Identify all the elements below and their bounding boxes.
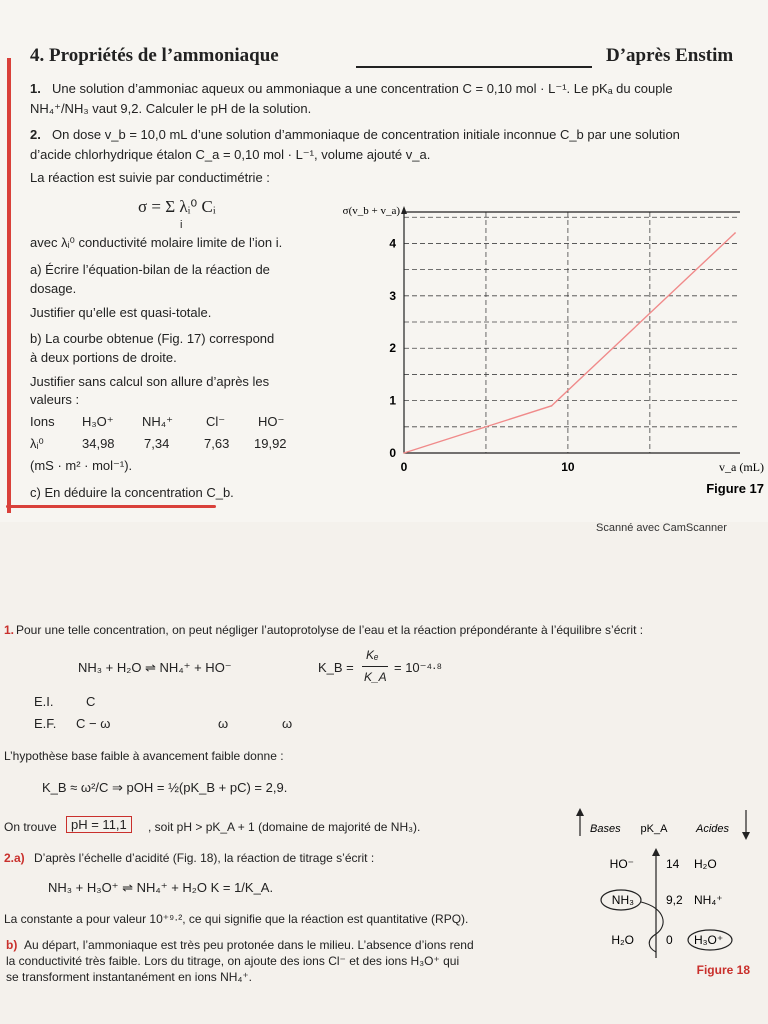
result-suffix: , soit pH > pK_A + 1 (domaine de majorité de NH₃). bbox=[148, 820, 421, 834]
ion-table-head-cell: HO⁻ bbox=[258, 414, 285, 429]
part-c-line: c) En déduire la concentration C_b. bbox=[30, 485, 234, 500]
acides-label: Acides bbox=[696, 823, 730, 835]
answer-1-number: 1. bbox=[4, 623, 15, 637]
pka-header: pK_A bbox=[640, 823, 668, 835]
curve-point bbox=[734, 232, 736, 234]
q2-line-1: On dose v_b = 10,0 mL d’une solution d’ammoniaque de concentration initiale inconnue C_b par une solution bbox=[52, 127, 680, 142]
kb-lhs: K_B = bbox=[318, 660, 354, 675]
equation-2: NH₃ + H₃O⁺ ⇌ NH₄⁺ + H₂O K = 1/K_A. bbox=[48, 880, 274, 895]
answer-2b-number: b) bbox=[6, 938, 18, 952]
constant-line: La constante a pour valeur 10⁺⁹·², ce qui signifie que la réaction est quantitative (RPQ). bbox=[4, 912, 469, 926]
sum-index: i bbox=[180, 219, 183, 231]
y-tick-label: 0 bbox=[389, 446, 396, 460]
part-a-line-2: dosage. bbox=[30, 281, 77, 296]
acid-species: H₃O⁺ bbox=[694, 933, 724, 947]
ph-result-box: pH = 11,1 bbox=[66, 816, 132, 833]
ion-table-value: 34,98 bbox=[82, 436, 115, 451]
part-a-line-3: Justifier qu’elle est quasi-totale. bbox=[30, 305, 212, 320]
q1-line-2: NH₄⁺/NH₃ vaut 9,2. Calculer le pH de la solution. bbox=[30, 101, 312, 116]
kb-denominator: K_A bbox=[364, 670, 387, 684]
ion-table-head-label: Ions bbox=[30, 414, 55, 429]
figure-18-acidity-scale bbox=[576, 808, 762, 984]
x-tick-label: 10 bbox=[561, 460, 575, 474]
curve-point bbox=[403, 452, 405, 454]
x-tick-label: 0 bbox=[400, 460, 408, 474]
ef-omega: ω bbox=[282, 716, 293, 731]
answer-2b-line-1: Au départ, l’ammoniaque est très peu protonée dans le milieu. L’absence d’ions rend bbox=[24, 938, 474, 952]
ion-table-value: 7,63 bbox=[204, 436, 230, 451]
pka-value: 14 bbox=[666, 857, 680, 871]
ef-label: E.F. bbox=[34, 716, 57, 731]
title-rule bbox=[356, 66, 592, 68]
answer-2a-text: D’après l’échelle d’acidité (Fig. 18), la réaction de titrage s’écrit : bbox=[34, 851, 375, 865]
scan-watermark: Scanné avec CamScanner bbox=[596, 522, 727, 534]
acid-species: NH₄⁺ bbox=[694, 893, 723, 907]
pka-value: 0 bbox=[666, 933, 673, 947]
answer-2a-number: 2.a) bbox=[4, 851, 25, 865]
curve-point bbox=[551, 405, 553, 407]
pka-axis-arrow bbox=[652, 848, 660, 856]
q2-number: 2. bbox=[30, 127, 41, 142]
part-a-line-1: a) Écrire l’équation-bilan de la réaction de bbox=[30, 262, 270, 277]
ion-table-head-cell: NH₄⁺ bbox=[142, 414, 173, 429]
figure-17-chart bbox=[342, 202, 766, 502]
conductivity-curve bbox=[404, 233, 735, 453]
y-tick-label: 1 bbox=[389, 393, 396, 408]
answer-2b-line-3: se transforment instantanément en ions NH₄⁺. bbox=[6, 970, 253, 984]
answer-1-text: Pour une telle concentration, on peut négliger l’autoprotolyse de l’eau et la réaction prépondérante à l’équilibre s’écrit : bbox=[16, 623, 644, 637]
y-tick-label: 2 bbox=[389, 341, 396, 356]
ei-label: E.I. bbox=[34, 694, 54, 709]
y-axis-label: σ(v_b + v_a) bbox=[342, 205, 400, 217]
part-b-line-4: valeurs : bbox=[30, 392, 80, 407]
equation-1: NH₃ + H₂O ⇌ NH₄⁺ + HO⁻ bbox=[78, 660, 232, 675]
answer-2b-line-2: la conductivité très faible. Lors du titrage, on ajoute des ions Cl⁻ et des ions H₃O⁺ qui bbox=[6, 954, 460, 968]
y-tick-label: 3 bbox=[389, 288, 396, 303]
avec-line: avec λᵢ⁰ conductivité molaire limite de l’ion i. bbox=[30, 235, 283, 250]
ion-table-head-cell: H₃O⁺ bbox=[82, 414, 114, 429]
base-species: H₂O bbox=[611, 933, 634, 947]
q1-number: 1. bbox=[30, 81, 41, 96]
hypothesis-line: L’hypothèse base faible à avancement faible donne : bbox=[4, 749, 284, 763]
figure-18-caption: Figure 18 bbox=[696, 963, 750, 977]
section-source: D’après Enstim bbox=[606, 45, 734, 66]
y-axis-arrow bbox=[401, 206, 407, 214]
red-underline bbox=[6, 505, 216, 508]
kb-numerator: Kₑ bbox=[366, 648, 379, 662]
bases-arrowhead bbox=[576, 808, 584, 816]
acid-species: H₂O bbox=[694, 857, 717, 871]
q2-line-3: La réaction est suivie par conductimétrie : bbox=[30, 170, 270, 185]
q2-line-2: d’acide chlorhydrique étalon C_a = 0,10 mol · L⁻¹, volume ajouté v_a. bbox=[30, 147, 431, 162]
x-axis-label: v_a (mL) bbox=[719, 460, 764, 474]
part-b-line-3: Justifier sans calcul son allure d’après les bbox=[30, 374, 270, 389]
q1-line-1: Une solution d’ammoniac aqueux ou ammoniaque a une concentration C = 0,10 mol · L⁻¹. Le pKₐ du couple bbox=[52, 81, 673, 96]
ei-value: C bbox=[86, 694, 96, 709]
part-b-line-2: à deux portions de droite. bbox=[30, 350, 177, 365]
pka-value: 9,2 bbox=[666, 893, 683, 907]
result-prefix: On trouve bbox=[4, 820, 57, 834]
sigma-formula: σ = Σ λᵢ⁰ Cᵢ bbox=[138, 197, 216, 216]
y-tick-label: 4 bbox=[389, 236, 396, 251]
base-species: NH₃ bbox=[611, 893, 634, 907]
kb-rhs: = 10⁻⁴·⁸ bbox=[394, 660, 442, 675]
base-species: HO⁻ bbox=[609, 857, 634, 871]
ion-table-value: 19,92 bbox=[254, 436, 287, 451]
ion-table-row-label: λᵢ⁰ bbox=[30, 436, 44, 451]
margin-red-bar bbox=[7, 58, 11, 513]
ef-value: C − ω bbox=[76, 716, 111, 731]
pOH-calculation: K_B ≈ ω²/C ⇒ pOH = ½(pK_B + pC) = 2,9. bbox=[42, 780, 288, 795]
figure-17-caption: Figure 17 bbox=[706, 481, 764, 496]
ef-omega: ω bbox=[218, 716, 229, 731]
ion-table-head-cell: Cl⁻ bbox=[206, 414, 226, 429]
acides-arrowhead bbox=[742, 832, 750, 840]
ion-table-units: (mS · m² · mol⁻¹). bbox=[30, 458, 133, 473]
bases-label: Bases bbox=[590, 823, 621, 835]
part-b-line-1: b) La courbe obtenue (Fig. 17) correspond bbox=[30, 331, 275, 346]
section-title: 4. Propriétés de l’ammoniaque bbox=[30, 45, 279, 66]
ion-table-value: 7,34 bbox=[144, 436, 170, 451]
reaction-arrow bbox=[641, 902, 663, 952]
fraction-bar bbox=[362, 666, 388, 667]
